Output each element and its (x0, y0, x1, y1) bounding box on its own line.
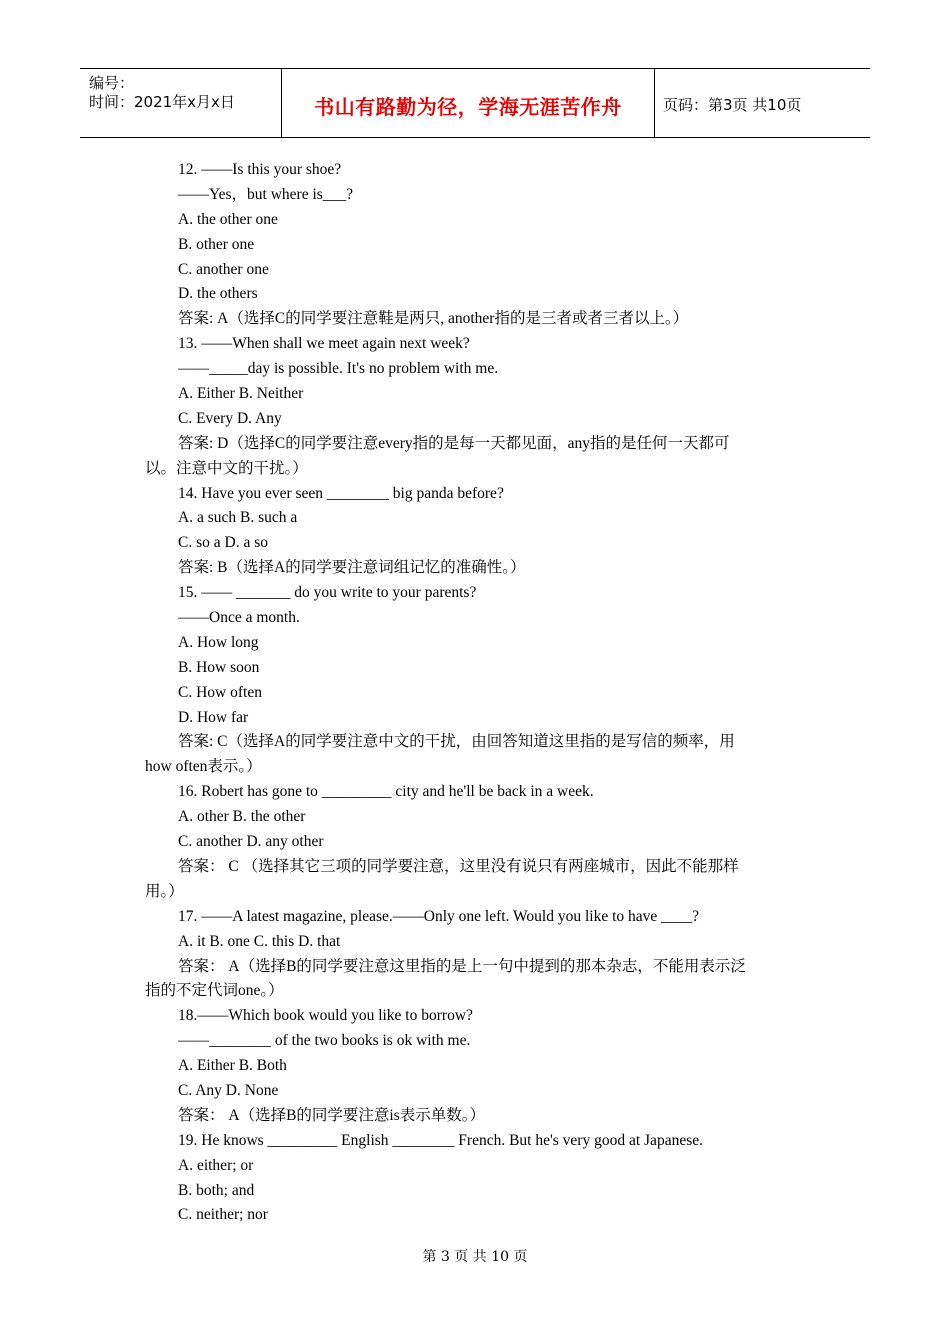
text-line: D. How far (178, 708, 249, 726)
text-line: 答案： C （选择其它三项的同学要注意，这里没有说只有两座城市，因此不能那样 (178, 857, 739, 875)
text-line: 答案: B（选择A的同学要注意词组记忆的准确性。） (178, 559, 526, 577)
text-line: A. Either B. Both (178, 1057, 287, 1075)
text-line: 答案: A（选择C的同学要注意鞋是两只, another指的是三者或者三者以上。） (178, 310, 689, 328)
text-line: D. the others (178, 285, 258, 303)
text-line: C. Every D. Any (178, 409, 282, 427)
motto-text: 书山有路勤为径，学海无涯苦作舟 (314, 95, 622, 119)
text-line: 答案: C（选择A的同学要注意中文的干扰，由回答知道这里指的是写信的频率，用 (178, 733, 735, 751)
text-line: 14. Have you ever seen ________ big panda before? (178, 484, 504, 502)
text-line: ——________ of the two books is ok with me. (178, 1032, 471, 1050)
text-line: 以。注意中文的干扰。） (145, 459, 308, 477)
text-line: A. it B. one C. this D. that (178, 932, 341, 950)
text-line: 16. Robert has gone to _________ city and he'll be back in a week. (178, 783, 594, 801)
text-line: 19. He knows _________ English ________ French. But he's very good at Japanese. (178, 1131, 703, 1149)
text-line: 用。） (145, 882, 184, 900)
text-line: ——_____day is possible. It's no problem with me. (178, 360, 499, 378)
document-body (145, 158, 810, 1228)
text-line: C. neither; nor (178, 1206, 268, 1224)
text-line: A. Either B. Neither (178, 385, 304, 403)
text-line: A. a such B. such a (178, 509, 298, 527)
time-label: 时间：2021年x月x日 (89, 93, 235, 111)
text-line: B. other one (178, 235, 255, 253)
text-line: C. Any D. None (178, 1081, 279, 1099)
header-middle-cell (281, 69, 655, 137)
text-line: C. so a D. a so (178, 534, 268, 552)
header-left-cell (80, 69, 280, 137)
text-line: 17. ——A latest magazine, please.——Only one left. Would you like to have ____? (178, 907, 700, 925)
text-line: A. the other one (178, 210, 278, 228)
page-info: 页码：第3页 共10页 (663, 96, 802, 114)
text-line: C. How often (178, 683, 262, 701)
text-line: B. both; and (178, 1181, 255, 1199)
text-line: 15. —— _______ do you write to your parents? (178, 584, 477, 602)
text-line: A. other B. the other (178, 808, 306, 826)
header-right-cell (654, 69, 870, 137)
text-line: 答案： A（选择B的同学要注意is表示单数。） (178, 1106, 485, 1124)
text-line: 12. ——Is this your shoe? (178, 161, 342, 178)
text-line: how often表示。） (145, 758, 262, 776)
number-label: 编号： (89, 74, 135, 92)
page-header (80, 68, 870, 138)
text-line: ——Yes，but where is___? (178, 185, 353, 203)
text-line: C. another D. any other (178, 833, 324, 851)
text-line: 18.——Which book would you like to borrow? (178, 1007, 473, 1025)
text-line: 答案： A（选择B的同学要注意这里指的是上一句中提到的那本杂志，不能用表示泛 (178, 957, 746, 975)
text-line: B. How soon (178, 658, 260, 676)
text-line: 答案: D（选择C的同学要注意every指的是每一天都见面，any指的是任何一天都可 (178, 434, 730, 452)
text-line: A. How long (178, 633, 259, 651)
text-line: C. another one (178, 260, 269, 278)
page-footer: 第 3 页 共 10 页 (422, 1249, 528, 1265)
text-line: A. either; or (178, 1156, 254, 1174)
text-line: 指的不定代词one。） (145, 982, 284, 1000)
text-line: 13. ——When shall we meet again next week? (178, 335, 470, 353)
text-line: ——Once a month. (178, 609, 300, 627)
